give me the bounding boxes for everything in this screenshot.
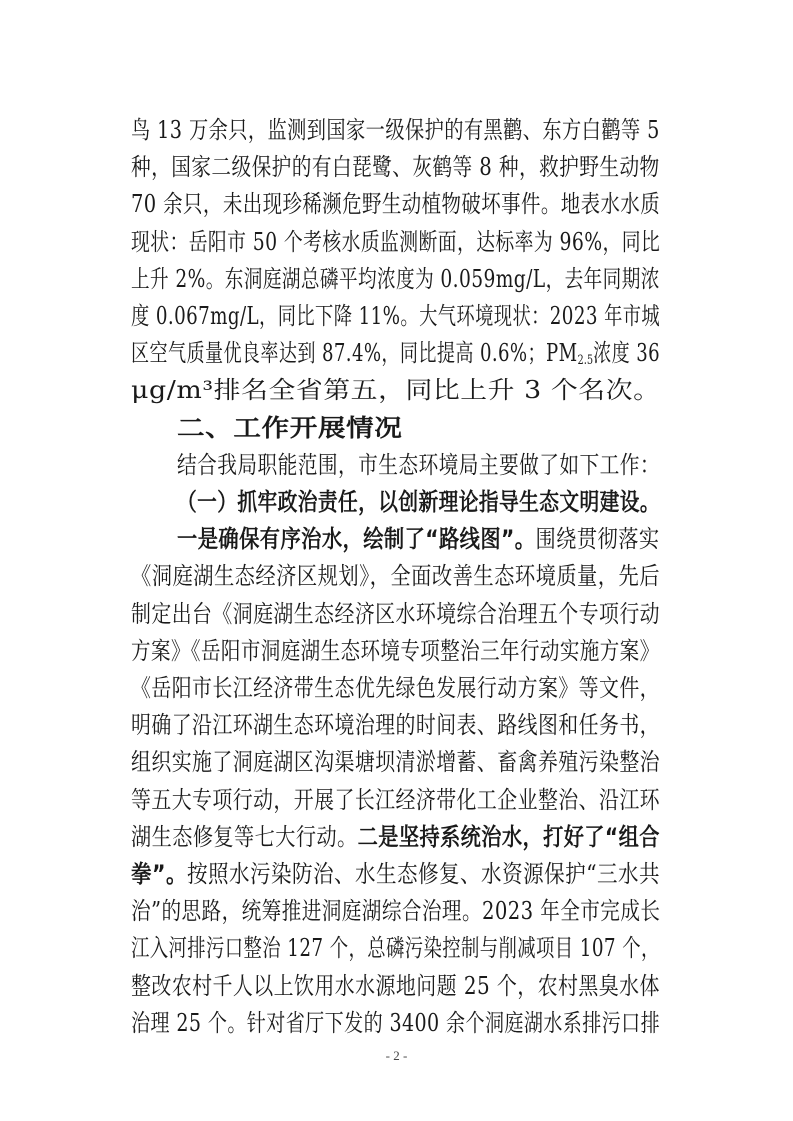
text-segment: μg/m³排名全省第五，同比上升 3 个名次。 bbox=[131, 376, 661, 405]
text-segment: 二、工作开展情况 bbox=[177, 413, 403, 442]
text-segment: （一）抓牢政治责任，以创新理论指导生态文明建设。 bbox=[177, 488, 660, 516]
text-segment: 二是坚持系统治水，打好了“组合 bbox=[357, 822, 660, 851]
text-line bbox=[131, 856, 660, 892]
text-line bbox=[131, 372, 661, 408]
text-segment: 一是确保有序治水，绘制了“路线图”。 bbox=[177, 525, 536, 554]
text-segment: 组织实施了洞庭湖区沟渠塘坝清淤增蓄、畜禽养殖污染整治 bbox=[131, 748, 661, 777]
text-line bbox=[131, 893, 660, 929]
text-line bbox=[131, 1005, 660, 1041]
text-segment: 区空气质量优良率达到 87.4%，同比提高 0.6%；PM bbox=[131, 339, 578, 368]
text-segment: 湖生态修复等七大行动。 bbox=[131, 822, 358, 851]
text-line bbox=[131, 596, 660, 632]
text-segment: 整改农村千人以上饮用水水源地问题 25 个，农村黑臭水体 bbox=[131, 971, 660, 1000]
text-segment: 结合我局职能范围，市生态环境局主要做了如下工作： bbox=[177, 450, 660, 479]
text-segment: 拳”。 bbox=[131, 860, 187, 888]
text-segment: 上升 2%。东洞庭湖总磷平均浓度为 0.059mg/L，去年同期浓 bbox=[131, 264, 660, 293]
text-line bbox=[177, 410, 402, 446]
text-segment: 按照水污染防治、水生态修复、水资源保护“三水共 bbox=[186, 860, 661, 888]
text-segment: 制定出台《洞庭湖生态经济区水环境综合治理五个专项行动 bbox=[131, 599, 661, 628]
text-segment: 种，国家二级保护的有白琵鹭、灰鹤等 8 种，救护野生动物 bbox=[131, 153, 660, 182]
text-line bbox=[131, 149, 660, 185]
text-line bbox=[177, 447, 660, 483]
text-segment: 度 0.067mg/L，同比下降 11%。大气环境现状：2023 年市城 bbox=[131, 302, 661, 330]
text-line bbox=[131, 744, 660, 780]
text-segment: 现状：岳阳市 50 个考核水质监测断面，达标率为 96%，同比 bbox=[131, 227, 661, 256]
text-segment: 《洞庭湖生态经济区规划》，全面改善生态环境质量，先后 bbox=[131, 562, 660, 591]
text-segment: 鸟 13 万余只，监测到国家一级保护的有黑鹳、东方白鹳等 5 bbox=[131, 116, 660, 144]
text-line bbox=[131, 224, 660, 260]
text-line bbox=[131, 819, 660, 855]
text-segment: 江入河排污口整治 127 个，总磷污染控制与削减项目 107 个， bbox=[131, 934, 660, 963]
text-line bbox=[131, 261, 660, 297]
text-line bbox=[131, 633, 660, 669]
text-segment: 治”的思路，统筹推进洞庭湖综合治理。2023 年全市完成长 bbox=[131, 897, 661, 926]
text-line bbox=[177, 521, 660, 557]
text-line bbox=[131, 112, 660, 148]
text-line bbox=[131, 782, 660, 818]
text-line bbox=[131, 186, 660, 222]
text-line bbox=[131, 930, 660, 966]
page-number: - 2 - bbox=[385, 1048, 408, 1063]
text-line bbox=[131, 335, 660, 371]
text-line bbox=[131, 670, 660, 706]
text-line bbox=[177, 484, 660, 520]
text-segment: 明确了沿江环湖生态环境治理的时间表、路线图和任务书， bbox=[131, 711, 661, 740]
text-line bbox=[131, 298, 660, 334]
text-segment: 《岳阳市长江经济带生态优先绿色发展行动方案》等文件， bbox=[131, 674, 661, 702]
text-segment: 围绕贯彻落实 bbox=[535, 525, 660, 554]
text-segment: 方案》《岳阳市洞庭湖生态环境专项整治三年行动实施方案》 bbox=[131, 636, 660, 665]
subscript-text: 2.5 bbox=[577, 353, 594, 369]
text-line bbox=[131, 707, 660, 743]
text-segment: 等五大专项行动，开展了长江经济带化工企业整治、沿江环 bbox=[131, 785, 661, 814]
text-line bbox=[131, 968, 660, 1004]
text-segment: 浓度 36 bbox=[593, 339, 661, 368]
text-line bbox=[131, 558, 660, 594]
text-segment: 治理 25 个。针对省厅下发的 3400 余个洞庭湖水系排污口排 bbox=[131, 1008, 661, 1037]
text-segment: 70 余只，未出现珍稀濒危野生动植物破坏事件。地表水水质 bbox=[131, 190, 661, 219]
